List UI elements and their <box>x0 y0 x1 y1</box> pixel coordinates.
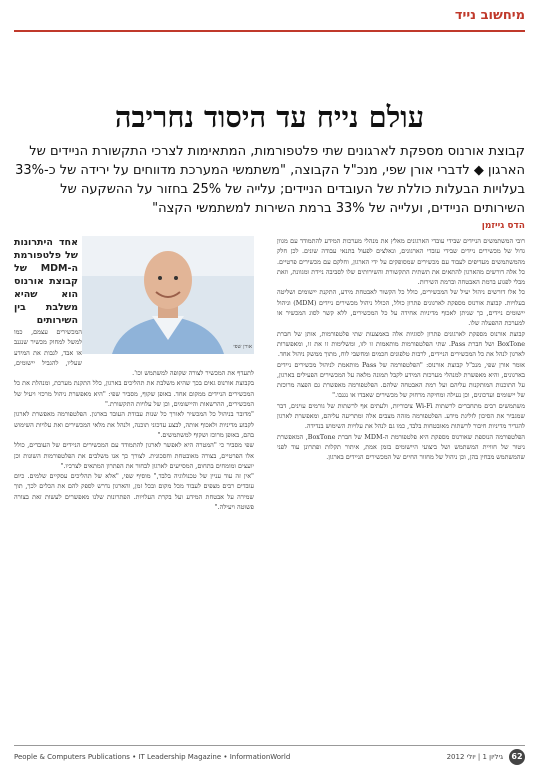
page-number: 62 <box>509 749 525 765</box>
photo-caption: אורן שפי <box>233 343 252 350</box>
body-paragraph: משתמשים רבים מתחברים לרשתות Wi-Fi ציבוריות, ולעתים אף לרשתות של גורמים עוינים, דבר שמגביר את הסיכון לזליגת מידע. הפלטפורמה מזהה מצבים אלה ומתריעה עליהם, ומאפשרת לארגון להגדיר מדיניות חיבור לרשתות מאובטחות בלבד, כמו גם לנהל את עלויות השימוש בנדידה. <box>277 401 525 431</box>
publisher-line: People & Computers Publications • IT Leadership Magazine • InformationWorld <box>14 753 291 761</box>
body-paragraph: "אין זה עוד עניין של טכנולוגיה בלבד," מוסיף שפי, "אלא של תהליכים עסקיים שלמים. כיום עובדים רבים מצפים לעבוד מכל מקום ובכל זמן, והארגון נדרש לספק להם את הכלים לכך, תוך שמירה על אבטחת המידע ועל בקרת העלויות. הפתרונות שלנו מאפשרים לעשות זאת בצורה פשוטה ויעילה." <box>14 472 254 512</box>
pull-quote-column <box>14 236 78 327</box>
body-paragraph: כל אלו דורשים ניהול יעיל של המכשירים, כולל כל הקשור לאבטחת מידע, התקנת יישומים ושליטה בעלויות. קבוצת אורנוס מספקת לארגונים פתרון כולל, הכולל ניהול מכשירים ניידים (MDM) וניהול יישומים ניידים, כך שניתן לאכוף מדיניות אחידה על כל המכשירים, ללא קשר לסוג המכשיר או למערכת ההפעלה שלו. <box>277 288 525 328</box>
body-paragraph: הפלטפורמה הנוספת שאורנוס מספקת היא פלטפורמת ה-MDM של חברת BoxTone, המאפשרת ניטור של חוויית המשתמש ושל ביצועי היישומים בזמן אמת, איתור תקלות ופתרונן עוד לפני שהמשתמש מבחין בהן, וכן ניהול של מחזור החיים של המכשירים הניידים בארגון. <box>277 432 525 462</box>
section-header <box>0 0 539 30</box>
issue-date: גיליון 1 | יולי 2012 <box>446 753 503 761</box>
top-rule <box>14 30 525 32</box>
body-paragraph: שפי מסביר כי "המטרה היא לאפשר לארגון להתמודד עם המכשירים הניידים של העובדים, כולל אלו הפרטיים, בצורה מאובטחת וחסכונית. לצורך כך אנו משלבים את הפלטפורמות השונות וכן יועצים ומומחים בתחום, המסייעים לארגון לבחור את הפתרון המתאים לצרכיו." <box>14 441 254 470</box>
byline: הדס גייזמן <box>481 221 525 231</box>
section-label: מיחשוב נייד <box>454 8 525 23</box>
body-column-left <box>14 236 254 734</box>
body-paragraph: "מדובר בניהול כל המכשיר לאורך כל שנות עבודת העובד בארגון. הפלטפורמה מאפשרת לארגון לקבוע מדיניות ולאכוף אותה, לבצע עדכוני תוכנה, ולנהל את מלאי המכשירים ואת עלויות השימוש בהם, באופן מרוכז ושקוף למשתמשים." <box>14 410 254 439</box>
body-column-right <box>277 236 525 734</box>
body-paragraph: רובי המשתמשים הניידים שבידי עובדי הארגונים מאלץ את מנהלי מערכות המידע להתמודד עם מגוון גדול של מכשירים ניידים שבידי עובדי הארגונים, ונאלצים לפעול בתנאי עבודה שונים. לכן חלק מהמשתמשים מעדיפים לעבוד עם מכשירים שמסופקים על ידי הארגון, וחלקם עם מכשירים פרטיים. כל אלה דורשים מהארגון להתאים את תשתית התקשורת והשירותים שלו לסביבה ניידת ומגוונת, וזאת מבלי לפגוע ברמת האבטחה וברמת השירות. <box>277 237 525 287</box>
article-lead: קבוצת אורנוס מספקת לארגונים שתי פלטפורמות, המתאימות לצרכי התקשורת הניידים של הארגון ◆ לדברי אורן שפי, מנכ"ל הקבוצה, "משתמשי המערכת מדווחים על ירידה של כ-33% בעלויות הבעלות כוללת של העובדים הניידים; עלייה של 25% בחזור על ההשקעה של השירותים הניידים, ועלייה של 33% ברמת השירות למשתמשי הקצה" <box>15 144 525 216</box>
portrait-image <box>82 236 254 354</box>
body-paragraph: המכשירים עצמם, כמו למשל למחוק מכשיר שנגנב או אבד, לגבות את המידע שעליו, להגביל יישומים, לתעדף את המכשיר לצורה שקופה למשתמש וכו'. <box>14 328 254 378</box>
portrait-photo <box>82 236 254 354</box>
pull-quote: אחד היתרונות של פלטפורמת ה-MDM של קבוצת אורנוס הוא שהיא משלבת בין השירותים <box>14 237 78 326</box>
body-paragraph: אומר אורן שפי, מנכ"ל קבוצת אורנוס: "הפלטפורמה של Pass מותאמת לניהול מכשירים ניידים בארגונים, והיא מאפשרת למנהלי מערכות המידע לקבל תמונה מלאה על המכשירים הפעילים בארגון, על התוכנות המותקנות עליהם ועל רמת האבטחה שלהם. הפלטפורמה מאפשרת גם הפצה מרוכזת של יישומים ועדכונים, וכן נעילה ומחיקה מרחוק של מכשירים שאבדו או נגנבו." <box>277 360 525 400</box>
article-body <box>14 236 525 734</box>
page-footer <box>14 745 525 766</box>
body-paragraph: קבוצת אורנוס מספקת לארגונים פתרון לסוגיות אלה באמצעות שתי פלטפורמות, אותן של חברת BoxTone ושל חברת Pass. שתי הפלטפורמות מותאמות זו לזו, ומשלימות זו את זו, ומאפשרות לארגון לנהל את כל המכשירים הניידים, לרבות טלפונים חכמים ומחשבי לוח, מתוך ממשק ניהול אחד. <box>277 329 525 359</box>
body-paragraph: בקבוצת אורנוס גאים בכך שהיא משלבת את תהליכים בארגון, כלל התקנת מערכת, ומנהלת את כל המכשירים הניידים ממקום אחד. באופן שקוף, מסביר שפי: "היא מאפשרת ניהול מרכזי ויעיל של המכשירים, ההרשאות והיישומים, וכן של עלויות התקשורת." <box>14 379 254 409</box>
article-title: עולם נייח עד היסוד נחריבה <box>114 100 425 134</box>
